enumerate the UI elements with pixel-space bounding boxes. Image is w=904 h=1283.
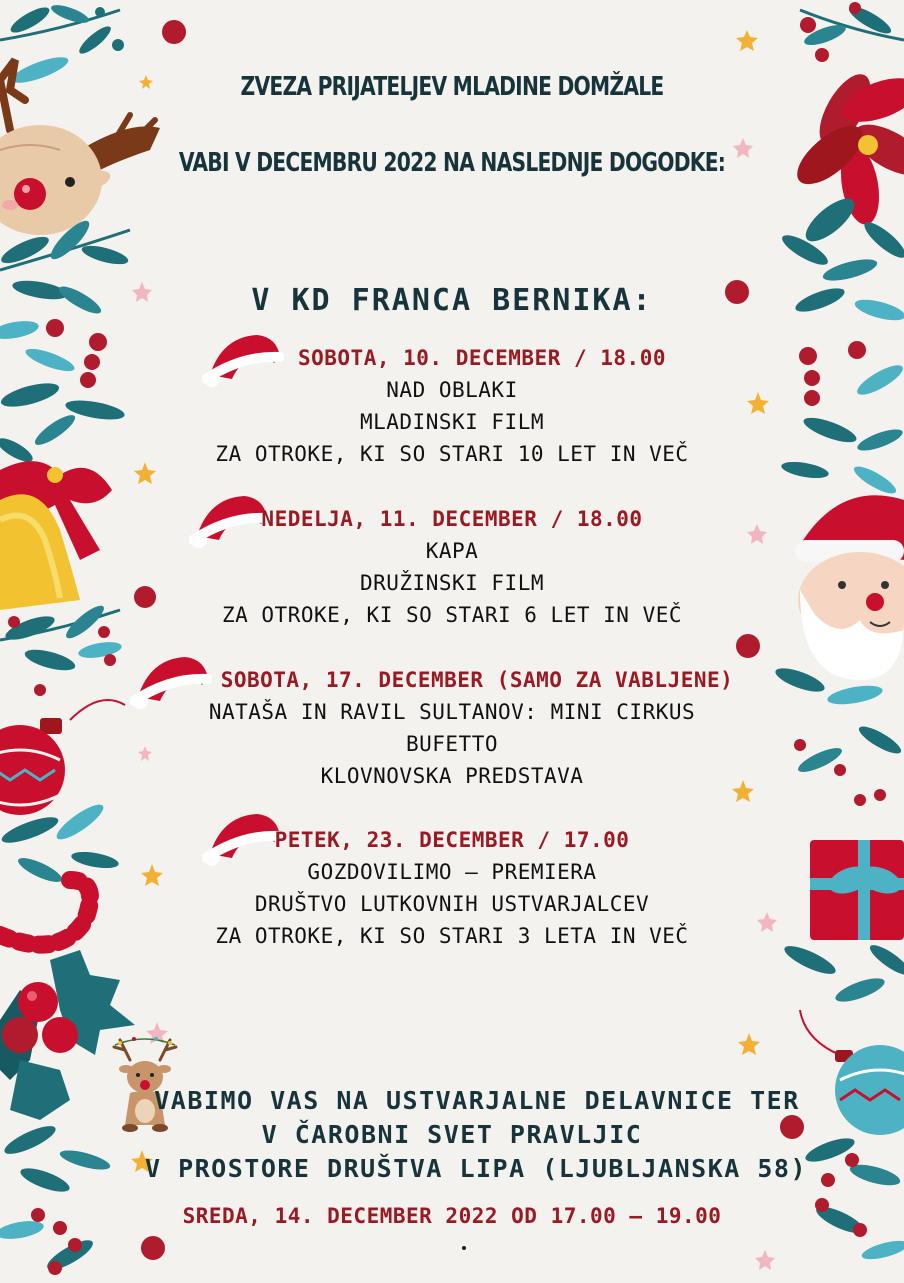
event-title: GOZDOVILIMO – PREMIERA: [307, 860, 597, 884]
event-category: KLOVNOVSKA PREDSTAVA: [320, 764, 584, 788]
event-date: PETEK, 23. DECEMBER / 17.00: [274, 828, 630, 852]
venue-heading: V KD FRANCA BERNIKA:: [251, 283, 653, 318]
event-date: SOBOTA, 10. DECEMBER / 18.00: [297, 346, 666, 370]
event-performer: BUFETTO: [405, 732, 498, 756]
event-category: MLADINSKI FILM: [359, 410, 544, 434]
event-date: NEDELJA, 11. DECEMBER / 18.00: [261, 507, 643, 531]
workshop-invite-line: V ČAROBNI SVET PRAVLJIC: [261, 1120, 643, 1149]
event-audience: ZA OTROKE, KI SO STARI 6 LET IN VEČ: [221, 603, 682, 627]
event-title: NAD OBLAKI: [386, 378, 518, 402]
event-category: DRUŽINSKI FILM: [359, 571, 544, 595]
workshop-location: V PROSTORE DRUŠTVA LIPA (LJUBLJANSKA 58): [144, 1154, 808, 1183]
berry-icon: [736, 634, 760, 658]
berry-icon: [162, 20, 186, 44]
workshop-invite-line: VABIMO VAS NA USTVARJALNE DELAVNICE TER: [154, 1086, 800, 1115]
event-audience: ZA OTROKE, KI SO STARI 3 LETA IN VEČ: [215, 924, 689, 948]
event-performer: DRUŠTVO LUTKOVNIH USTVARJALCEV: [254, 892, 650, 916]
berry-icon: [141, 1236, 165, 1260]
workshop-date: SREDA, 14. DECEMBER 2022 OD 17.00 – 19.00: [182, 1204, 722, 1228]
event-title: KAPA: [425, 539, 479, 563]
event-audience: ZA OTROKE, KI SO STARI 10 LET IN VEČ: [215, 442, 689, 466]
event-title: NATAŠA IN RAVIL SULTANOV: MINI CIRKUS: [208, 700, 696, 724]
invitation-subtitle: VABI V DECEMBRU 2022 NA NASLEDNJE DOGODKE:: [178, 148, 726, 178]
organization-title: ZVEZA PRIJATELJEV MLADINE DOMŽALE: [240, 72, 664, 102]
footer-dot: [462, 1246, 466, 1250]
event-date: SOBOTA, 17. DECEMBER (SAMO ZA VABLJENE): [220, 668, 734, 692]
